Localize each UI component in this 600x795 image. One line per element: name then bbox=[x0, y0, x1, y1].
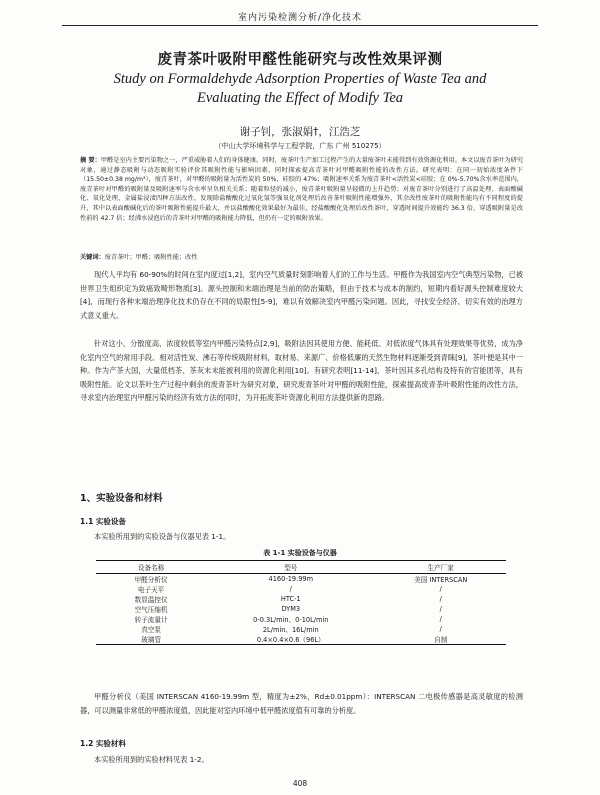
table-cell: 自制 bbox=[375, 634, 506, 645]
table-cell: / bbox=[439, 625, 442, 633]
abstract bbox=[80, 156, 523, 223]
table-cell: / bbox=[439, 585, 442, 593]
authors: 谢子钊，张淑娟†，江浩芝 bbox=[239, 126, 361, 138]
table-row bbox=[96, 604, 506, 614]
table-cell: / bbox=[289, 585, 292, 593]
abstract-text: 甲醛是室内主要污染物之一，严重威胁着人们的身体健康。同时，废茶叶生产加工过程产生的大量废茶叶未能得到有效资源化利用。本文以废青茶叶为研究对象，通过静态吸附与动态吸附实验评价其吸附性能与影响因素，同时探索提高青茶叶对甲醛吸附性能的改性方法。研究表明：在同一初始浓度条件下（15.50±0.38 mg/m³），废青茶叶，对甲醛的吸附量为活性炭的 50%，硅胶的 47%；吸附速率关系为废青茶叶<活性炭<硅胶；在 0%-5.70%含水率范围内，废青茶叶对甲醛的吸附量及吸附速率与含水率呈负相关关系；随着粒径的减小，废青茶叶吸附量呈轻微的上升趋势；对废青茶叶分别进行了高温处理、表面酸碱化、氧化处理、金属盐浸渍四种方法改性，发现除盐酸酸化过氧化氢等强氧化剂处理后改善茶叶吸附性能增强外，其余改性废茶叶的吸附性能均有不同程度的提升，其中以表面酸碱化后的茶叶吸附性能提升最大，并以盐酸酸化效果最好为最佳，经盐酸酸化处理后改性茶叶，穿透时间提升效能约 36.3 倍，穿透吸附量是改性前的 42.7 倍；经沸水浸泡后的青茶叶对甲醛的吸附能力降低，但仍有一定的吸附效果。 bbox=[80, 157, 524, 222]
subsection-1-2-text: 本实验所用到的实验材料见表 1-2。 bbox=[94, 755, 209, 764]
header-rule bbox=[62, 25, 538, 26]
table-cell: 美国 INTERSCAN bbox=[414, 576, 468, 584]
table-caption: 表 1-1 实验设备与仪器 bbox=[263, 549, 337, 557]
table-cell: 2L/min、16L/min bbox=[262, 626, 319, 634]
table-cell: 0.4×0.4×0.6（96L） bbox=[206, 634, 375, 645]
table-row bbox=[96, 624, 506, 634]
paragraph-1: 现代人平均有 60-90%的时间在室内度过[1,2]，室内空气质量时刻影响着人们的工作与生活。甲醛作为我国室内空气典型污染物，已被世界卫生组织定为致癌致畸形物质[3]。源头控制和末端治理是当前的防治策略，但由于技术与成本的制约，短期内看好源头控制难度较大[4]，而现行各种末端治理净化技术仍存在不同的局限性[5-9]，难以有效解决室内甲醛污染问题。因此，寻找安全经济、切实有效的治理方式意义重大。 bbox=[80, 270, 523, 320]
keywords-text: 废青茶叶；甲醛；吸附性能；改性 bbox=[104, 254, 198, 261]
table-row bbox=[96, 594, 506, 604]
table-cell: 4160-19.99m bbox=[268, 575, 314, 583]
table-header-cell: 生产厂家 bbox=[375, 561, 506, 574]
table-row bbox=[96, 634, 506, 645]
table-cell: / bbox=[439, 605, 442, 613]
subsection-heading-1-2: 1.2 实验材料 bbox=[80, 739, 126, 748]
table-cell: 0-0.3L/min、0-10L/min bbox=[253, 616, 329, 624]
affiliation: （中山大学环境科学与工程学院，广东 广州 510275） bbox=[214, 142, 386, 150]
title-english: Study on Formaldehyde Adsorption Properties of Waste Tea and Evaluating the Effect of Modify Tea bbox=[113, 71, 487, 106]
keywords-label: 关键词： bbox=[80, 254, 105, 261]
table-cell: 数显温控仪 bbox=[134, 596, 168, 604]
table-cell: 转子流量计 bbox=[134, 616, 168, 624]
table-cell: HTC-1 bbox=[280, 595, 301, 603]
table-cell: 真空泵 bbox=[141, 626, 161, 634]
subsection-heading-1-1: 1.1 实验设备 bbox=[80, 517, 126, 526]
running-head: 室内污染检测分析/净化技术 bbox=[237, 13, 363, 23]
table-cell: 电子天平 bbox=[137, 586, 165, 594]
section-heading-1: 1、实验设备和材料 bbox=[80, 493, 163, 504]
table-row bbox=[96, 614, 506, 624]
table-cell: DYM3 bbox=[281, 605, 301, 613]
table-cell: 空气压缩机 bbox=[134, 606, 168, 614]
paragraph-2: 针对这小、分散度高、浓度较低等室内甲醛污染特点[2,9]，吸附法因其使用方便、能耗低、对低浓度气体具有处理效果等优势，成为净化室内空气的常用手段。相对活性炭、沸石等传统吸附材料，取材易、来源广、价格低廉的天然生物材料逐渐受到青睐[9]，茶叶便是其中一种。作为产茶大国，大量低档茶、茶灰末未能被利用的资源化利用[10]。有研究表明[11-14]，茶叶因其多孔结构及特有的官能团等，具有吸附性能。论文以茶叶生产过程中剩余的废青茶叶为研究对象，研究废青茶叶对甲醛的吸附性能，探索提高废青茶叶吸附性能的改性方法，寻求室内治理室内甲醛污染的经济有效方法的同时，为开拓废茶叶资源化利用方法提供新的思路。 bbox=[80, 339, 523, 403]
table-cell: 玻璃管 bbox=[96, 634, 206, 645]
table-cell: 甲醛分析仪 bbox=[134, 576, 168, 584]
page-number: 408 bbox=[292, 779, 308, 788]
table-header-cell: 型号 bbox=[206, 561, 375, 574]
paragraph-analyzer: 甲醛分析仪（美国 INTERSCAN 4160-19.99m 型，精度为±2%，Rd±0.01ppm）：INTERSCAN 二电极传感器是高灵敏度的检测器，可以测量非常低的甲醛浓度值，因此能对室内环境中低甲醛浓度值有可靠的分析度。 bbox=[80, 692, 523, 715]
keywords bbox=[80, 252, 523, 261]
table-cell: / bbox=[439, 615, 442, 623]
table-row bbox=[96, 574, 506, 585]
abstract-label: 摘 要： bbox=[80, 157, 101, 164]
table-cell: / bbox=[439, 595, 442, 603]
title-chinese: 废青茶叶吸附甲醛性能研究与改性效果评测 bbox=[157, 52, 443, 68]
table-header-cell: 设备名称 bbox=[96, 561, 206, 574]
table-row bbox=[96, 584, 506, 594]
subsection-1-1-text: 本实验所用到的实验设备与仪器见表 1-1。 bbox=[94, 532, 231, 541]
equipment-table bbox=[96, 560, 506, 645]
